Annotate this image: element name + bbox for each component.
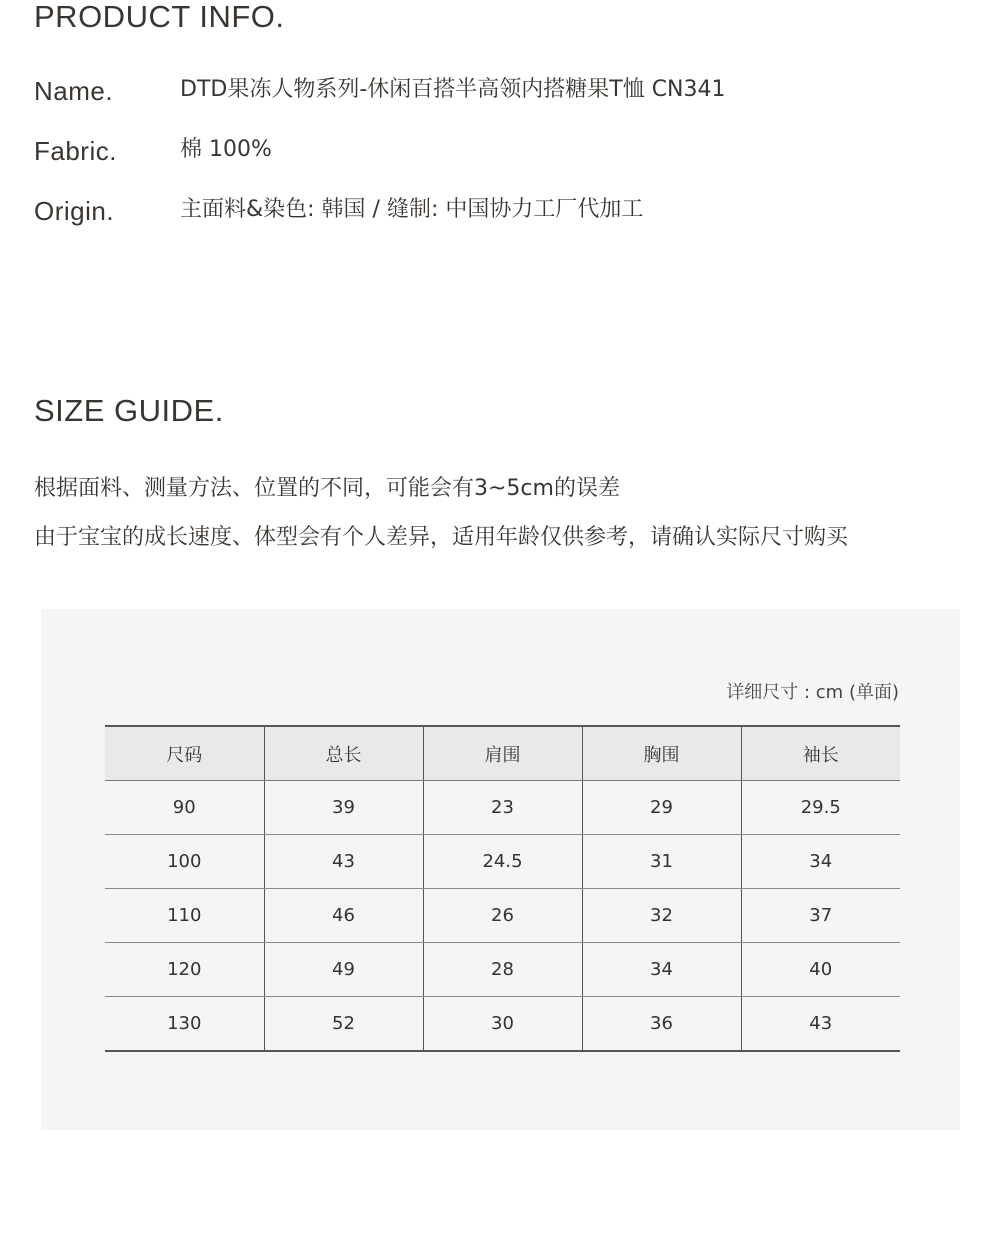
size-table-panel xyxy=(41,609,960,1130)
table-row xyxy=(105,781,900,835)
table-cell: 24.5 xyxy=(423,835,582,889)
info-value-origin: 主面料&染色: 韩国 / 缝制: 中国协力工厂代加工 xyxy=(180,197,644,222)
table-cell: 90 xyxy=(105,781,264,835)
table-cell: 40 xyxy=(741,943,900,997)
info-value-fabric: 棉 100% xyxy=(180,137,272,162)
unit-note: 详细尺寸 : cm (单面) xyxy=(726,682,899,703)
table-cell: 31 xyxy=(582,835,741,889)
table-row xyxy=(105,835,900,889)
table-cell: 43 xyxy=(741,997,900,1052)
size-guide-title: SIZE GUIDE. xyxy=(34,393,224,428)
table-cell: 32 xyxy=(582,889,741,943)
table-cell: 34 xyxy=(741,835,900,889)
info-label-origin: Origin. xyxy=(34,196,115,226)
table-header-row xyxy=(105,726,900,781)
table-cell: 34 xyxy=(582,943,741,997)
table-cell: 39 xyxy=(264,781,423,835)
header-total-length: 总长 xyxy=(264,726,423,781)
table-cell: 46 xyxy=(264,889,423,943)
table-cell: 26 xyxy=(423,889,582,943)
table-cell: 29 xyxy=(582,781,741,835)
info-label-fabric: Fabric. xyxy=(34,136,117,166)
info-row-fabric xyxy=(34,134,974,168)
table-cell: 110 xyxy=(105,889,264,943)
table-cell: 43 xyxy=(264,835,423,889)
info-value-name: DTD果冻人物系列-休闲百搭半高领内搭糖果T恤 CN341 xyxy=(180,77,726,102)
info-row-name xyxy=(34,74,974,108)
size-note-measurement: 根据面料、测量方法、位置的不同，可能会有3~5cm的误差 xyxy=(34,476,620,501)
header-shoulder: 肩围 xyxy=(423,726,582,781)
table-cell: 49 xyxy=(264,943,423,997)
table-cell: 28 xyxy=(423,943,582,997)
size-note-growth: 由于宝宝的成长速度、体型会有个人差异，适用年龄仅供参考，请确认实际尺寸购买 xyxy=(34,525,849,550)
table-cell: 36 xyxy=(582,997,741,1052)
table-cell: 120 xyxy=(105,943,264,997)
table-cell: 30 xyxy=(423,997,582,1052)
table-cell: 29.5 xyxy=(741,781,900,835)
table-row xyxy=(105,997,900,1052)
table-cell: 100 xyxy=(105,835,264,889)
size-table xyxy=(105,725,900,1052)
product-info-title: PRODUCT INFO. xyxy=(34,0,285,34)
header-size: 尺码 xyxy=(105,726,264,781)
table-row xyxy=(105,943,900,997)
table-cell: 37 xyxy=(741,889,900,943)
info-label-name: Name. xyxy=(34,76,114,106)
header-chest: 胸围 xyxy=(582,726,741,781)
info-row-origin xyxy=(34,194,974,228)
table-cell: 130 xyxy=(167,1013,202,1034)
header-sleeve: 袖长 xyxy=(741,726,900,781)
table-cell: 23 xyxy=(423,781,582,835)
table-row xyxy=(105,889,900,943)
table-cell: 52 xyxy=(264,997,423,1052)
